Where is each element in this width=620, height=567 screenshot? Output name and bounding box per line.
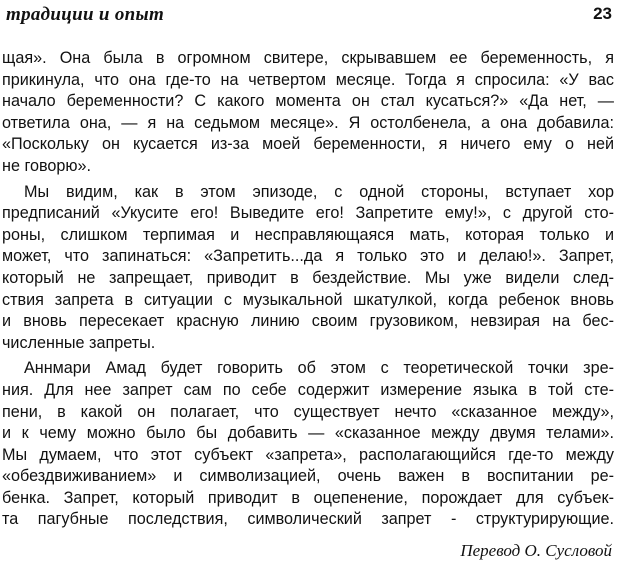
text-line: Мы видим, как в этом эпизоде, с одной стороны, вступает хор (24, 182, 614, 201)
paragraph-1 (2, 48, 614, 178)
text-line: ответила она, — я на седьмом месяце». Я остолбенела, а она добавила: (2, 113, 614, 132)
text-line: роны, слишком терпимая и несправляющаяся мать, которая только и (2, 225, 614, 244)
paragraph-2 (2, 182, 614, 355)
text-line: и вновь пересекает красную линию своим грузовиком, невзирая на бес- (2, 312, 614, 331)
page-number: 23 (593, 4, 612, 23)
text-line: и к чему можно было бы добавить — «сказанное между двумя телами». (2, 424, 614, 443)
text-line: ствия запрета в ситуации с музыкальной шкатулкой, когда ребенок вновь (2, 290, 614, 309)
paragraph-3 (2, 358, 614, 531)
text-line: начало беременности? С какого момента он стал кусаться?» «Да нет, — (2, 92, 614, 111)
text-line: та пагубные последствия, символический запрет - структурирующие. (2, 510, 614, 529)
body-text (2, 48, 614, 531)
text-line: Мы думаем, что этот субъект «запрета», располагающийся где-то между (2, 445, 614, 464)
text-line: «Поскольку он кусается из-за моей беременности, я ничего ему о ней (2, 135, 614, 154)
text-line: ния. Для нее запрет сам по себе содержит измерение языка в той сте- (2, 380, 614, 399)
text-line: щая». Она была в огромном свитере, скрывавшем ее беременность, я (2, 49, 614, 67)
text-line: бенка. Запрет, который приводит в оцепенение, порождает для субъек- (2, 488, 614, 507)
text-line: прикинула, что она где-то на четвертом месяце. Тогда я спросила: «У вас (2, 70, 614, 89)
text-line: который не запрещает, приводит в бездействие. Мы уже видели след- (2, 268, 614, 287)
text-line: пени, в какой он полагает, что существует нечто «сказанное между», (2, 402, 614, 421)
text-line: предписаний «Укусите его! Выведите его! Запретите ему!», с другой сто- (2, 204, 614, 223)
running-title: традиции и опыт (6, 4, 165, 25)
text-line: «обездвиживанием» и символизацией, очень важен в воспитании ре- (2, 467, 614, 486)
text-line: не говорю». (2, 156, 92, 175)
translator-credit: Перевод О. Сусловой (460, 541, 612, 560)
text-line: численные запреты. (2, 333, 156, 352)
text-line: может, что запинаться: «Запретить...да я только это и делаю!». Запрет, (2, 247, 614, 266)
text-line: Аннмари Амад будет говорить об этом с теоретической точки зре- (24, 359, 614, 378)
